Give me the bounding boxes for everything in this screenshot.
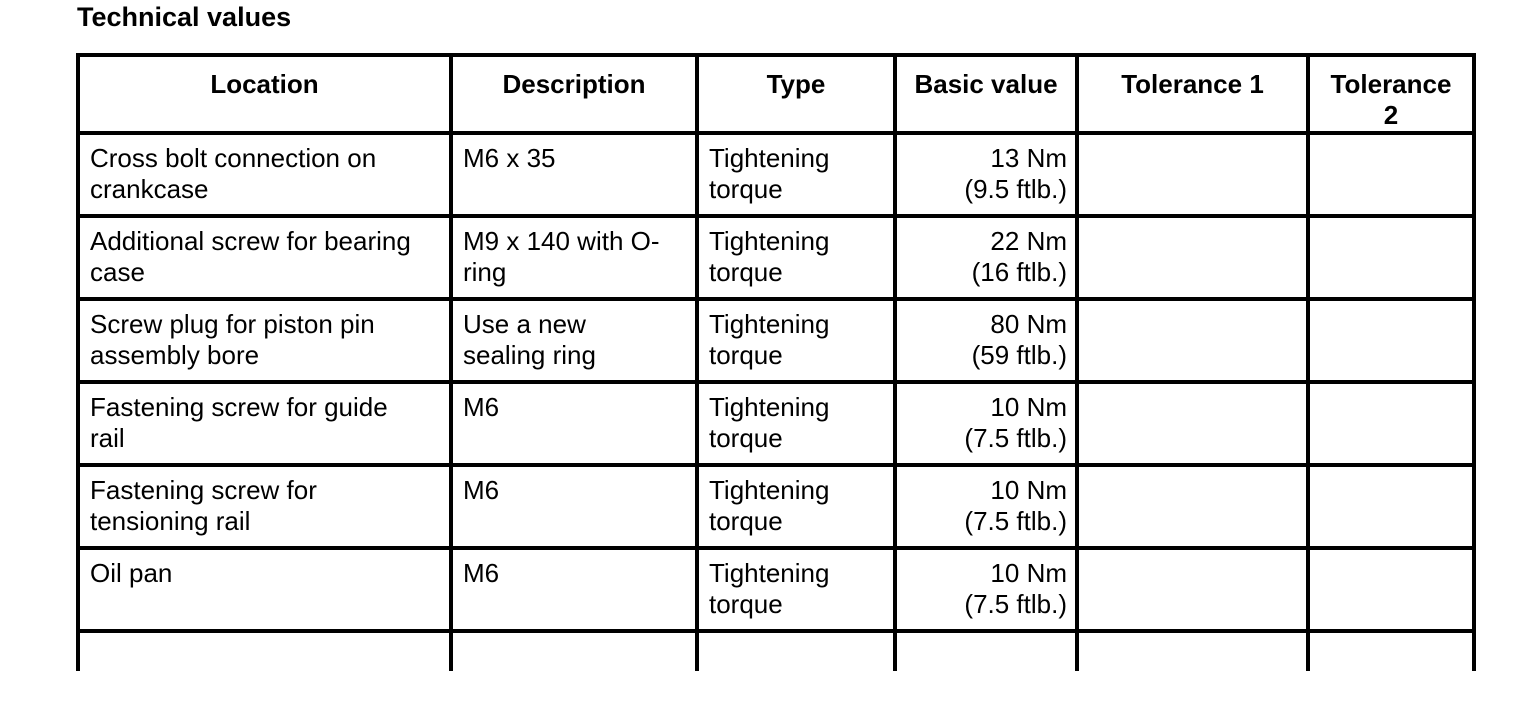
cell-basic-value: 13 Nm (9.5 ftlb.)	[895, 133, 1077, 216]
cell-tolerance-1	[1077, 133, 1308, 216]
cell-tolerance-2	[1308, 133, 1474, 216]
cell-basic-value: 10 Nm (7.5 ftlb.)	[895, 548, 1077, 631]
header-tolerance-1: Tolerance 1	[1077, 55, 1308, 133]
cell-location: Screw plug for piston pin assembly bore	[78, 299, 451, 382]
cell-empty	[78, 631, 451, 671]
cell-description: Use a new sealing ring	[451, 299, 697, 382]
cell-basic-value: 22 Nm (16 ftlb.)	[895, 216, 1077, 299]
cell-tolerance-2	[1308, 299, 1474, 382]
cell-basic-value: 80 Nm (59 ftlb.)	[895, 299, 1077, 382]
cell-empty	[697, 631, 895, 671]
cell-basic-value: 10 Nm (7.5 ftlb.)	[895, 465, 1077, 548]
cell-tolerance-1	[1077, 382, 1308, 465]
cell-tolerance-1	[1077, 299, 1308, 382]
cell-empty	[895, 631, 1077, 671]
cell-tolerance-2	[1308, 465, 1474, 548]
header-tolerance-2: Tolerance 2	[1308, 55, 1474, 133]
cell-description: M6	[451, 548, 697, 631]
cell-type: Tightening torque	[697, 133, 895, 216]
header-basic-value: Basic value	[895, 55, 1077, 133]
cell-description: M9 x 140 with O- ring	[451, 216, 697, 299]
table-row	[78, 465, 1474, 548]
technical-values-table	[76, 53, 1476, 671]
cell-tolerance-1	[1077, 216, 1308, 299]
cell-basic-value: 10 Nm (7.5 ftlb.)	[895, 382, 1077, 465]
cell-description: M6	[451, 382, 697, 465]
cell-type: Tightening torque	[697, 382, 895, 465]
cell-description: M6 x 35	[451, 133, 697, 216]
header-description: Description	[451, 55, 697, 133]
cell-tolerance-1	[1077, 465, 1308, 548]
cell-location: Cross bolt connection on crankcase	[78, 133, 451, 216]
table-row	[78, 133, 1474, 216]
section-title: Technical values	[77, 2, 292, 32]
cell-location: Fastening screw for tensioning rail	[78, 465, 451, 548]
cell-empty	[1077, 631, 1308, 671]
table-row	[78, 382, 1474, 465]
table-header-row	[78, 55, 1474, 133]
table-row	[78, 548, 1474, 631]
table-row	[78, 299, 1474, 382]
cell-empty	[451, 631, 697, 671]
cell-type: Tightening torque	[697, 216, 895, 299]
table-row	[78, 216, 1474, 299]
table-row-continuation	[78, 631, 1474, 671]
cell-tolerance-1	[1077, 548, 1308, 631]
cell-empty	[1308, 631, 1474, 671]
cell-location: Additional screw for bearing case	[78, 216, 451, 299]
header-type: Type	[697, 55, 895, 133]
cell-tolerance-2	[1308, 548, 1474, 631]
cell-tolerance-2	[1308, 216, 1474, 299]
cell-type: Tightening torque	[697, 299, 895, 382]
cell-type: Tightening torque	[697, 548, 895, 631]
cell-location: Fastening screw for guide rail	[78, 382, 451, 465]
cell-description: M6	[451, 465, 697, 548]
cell-location: Oil pan	[78, 548, 451, 631]
cell-tolerance-2	[1308, 382, 1474, 465]
cell-type: Tightening torque	[697, 465, 895, 548]
header-location: Location	[78, 55, 451, 133]
